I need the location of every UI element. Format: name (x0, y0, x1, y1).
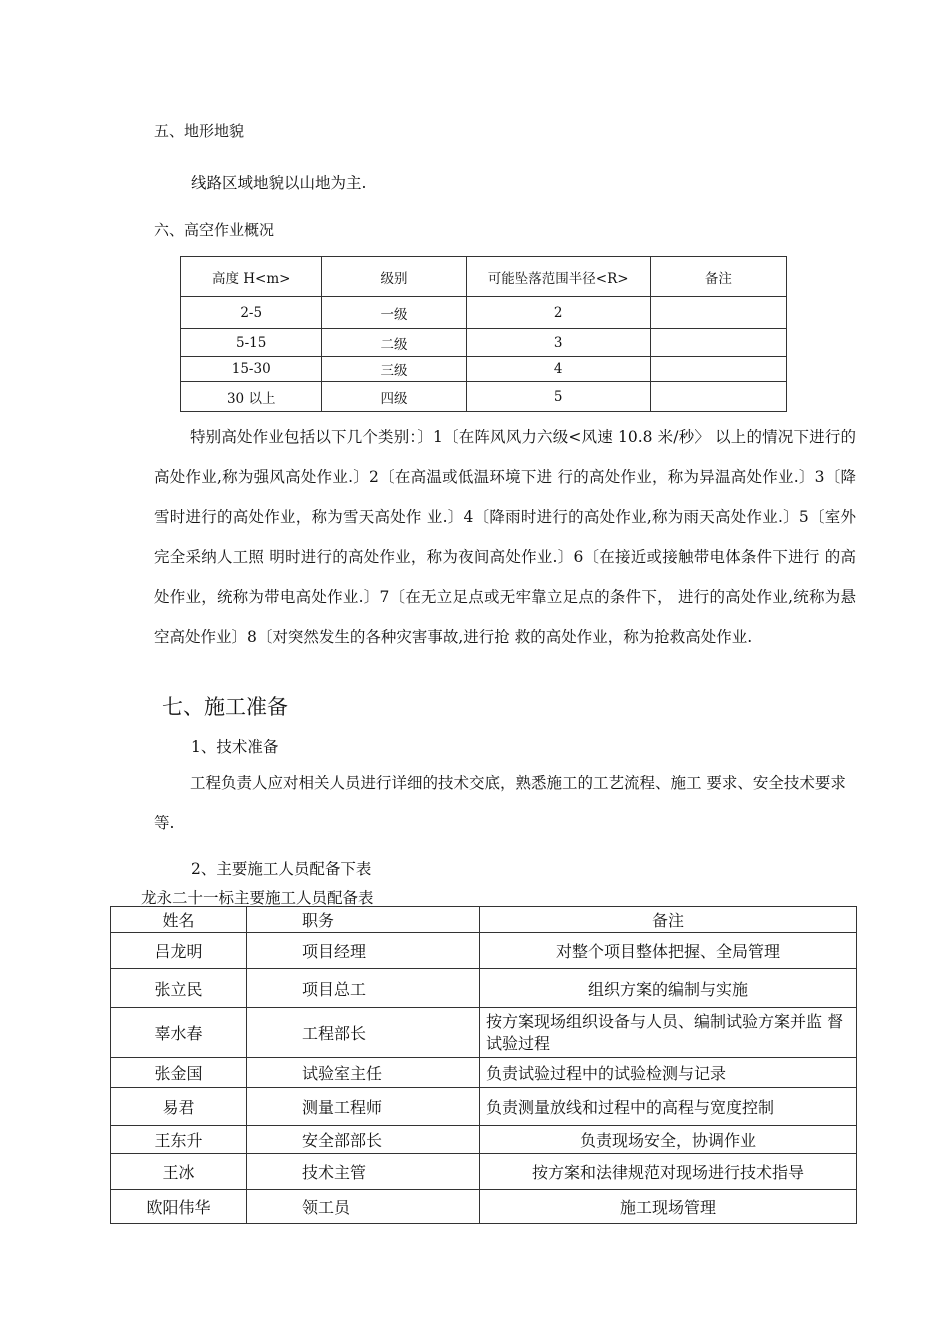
table-row (111, 1058, 857, 1088)
cell (650, 382, 786, 412)
section7-heading: 七、施工准备 (162, 695, 288, 719)
header-radius: 可能坠落范围半径<R> (466, 257, 650, 297)
staff-position: 试验室主任 (247, 1058, 480, 1088)
staff-position: 测量工程师 (247, 1088, 480, 1126)
cell: 三级 (322, 357, 466, 382)
staff-position: 项目经理 (247, 933, 480, 969)
staff-remark: 负责试验过程中的试验检测与记录 (480, 1058, 857, 1088)
header-height: 高度 H<m> (181, 257, 322, 297)
cell: 5 (466, 382, 650, 412)
cell: 一级 (322, 297, 466, 329)
table-row (111, 1190, 857, 1224)
cell: 15-30 (181, 357, 322, 382)
cell (650, 329, 786, 357)
cell: 2 (466, 297, 650, 329)
tech-prep-heading: 1、技术准备 (191, 738, 279, 756)
height-work-table (180, 256, 787, 412)
staff-table (110, 906, 857, 1224)
cell: 二级 (322, 329, 466, 357)
staff-remark: 负责测量放线和过程中的高程与宽度控制 (480, 1088, 857, 1126)
table-row (111, 969, 857, 1008)
staff-position: 技术主管 (247, 1154, 480, 1190)
table-row (111, 933, 857, 969)
section5-heading: 五、地形地貌 (154, 122, 245, 140)
header-remark: 备注 (480, 907, 857, 933)
header-level: 级别 (322, 257, 466, 297)
staff-remark: 对整个项目整体把握、全局管理 (480, 933, 857, 969)
table-row (111, 1008, 857, 1058)
special-high-work-paragraph: 特别高处作业包括以下几个类别：〕1〔在阵风风力六级<风速 10.8 米/秒〉 以上的情况下进行的高处作业,称为强风高处作业.〕2〔在高温或低温环境下进 行的高处作业，称为异温高处作业.〕3〔降雪时进行的高处作业，称为雪天高处作 业.〕4〔降雨时进行的高处作业,称为雨天高处作业.〕5〔室外完全采纳人工照 明时进行的高处作业，称为夜间高处作业.〕6〔在接近或接触带电体条件下进行 的高处作业，统称为带电高处作业.〕7〔在无立足点或无牢靠立足点的条件下， 进行的高处作业,统称为悬空高处作业〕8〔对突然发生的各种灾害事故,进行抢 救的高处作业，称为抢救高处作业. (154, 428, 856, 646)
cell (650, 357, 786, 382)
table-row (181, 329, 787, 357)
staff-position: 项目总工 (247, 969, 480, 1008)
table-row (181, 297, 787, 329)
staff-remark: 施工现场管理 (480, 1190, 857, 1224)
header-note: 备注 (650, 257, 786, 297)
staff-remark: 按方案和法律规范对现场进行技术指导 (480, 1154, 857, 1190)
table-row (111, 1088, 857, 1126)
cell: 5-15 (181, 329, 322, 357)
header-position: 职务 (247, 907, 480, 933)
cell: 四级 (322, 382, 466, 412)
staff-name: 吕龙明 (111, 933, 247, 969)
staff-table-caption: 龙永二十一标主要施工人员配备表 (141, 889, 374, 907)
cell (650, 297, 786, 329)
table-row (181, 357, 787, 382)
staff-remark: 组织方案的编制与实施 (480, 969, 857, 1008)
table-row (111, 1154, 857, 1190)
staff-name: 欧阳伟华 (111, 1190, 247, 1224)
section5-text: 线路区域地貌以山地为主. (191, 174, 367, 192)
staff-remark: 负责现场安全，协调作业 (480, 1126, 857, 1154)
staff-name: 易君 (111, 1088, 247, 1126)
staff-header-row (111, 907, 857, 933)
header-name: 姓名 (111, 907, 247, 933)
staff-name: 张立民 (111, 969, 247, 1008)
cell: 3 (466, 329, 650, 357)
cell: 4 (466, 357, 650, 382)
staff-position: 领工员 (247, 1190, 480, 1224)
table-row (111, 1126, 857, 1154)
staff-heading: 2、主要施工人员配备下表 (191, 860, 372, 878)
staff-name: 王冰 (111, 1154, 247, 1190)
staff-remark: 按方案现场组织设备与人员、编制试验方案并监 督试验过程 (480, 1008, 857, 1058)
cell: 30 以上 (181, 382, 322, 412)
tech-prep-text: 工程负责人应对相关人员进行详细的技术交底，熟悉施工的工艺流程、施工 要求、安全技术要求等. (154, 774, 846, 832)
staff-position: 安全部部长 (247, 1126, 480, 1154)
cell: 2-5 (181, 297, 322, 329)
staff-position: 工程部长 (247, 1008, 480, 1058)
staff-name: 王东升 (111, 1126, 247, 1154)
section6-heading: 六、高空作业概况 (154, 221, 275, 239)
staff-name: 张金国 (111, 1058, 247, 1088)
staff-name: 辜水春 (111, 1008, 247, 1058)
table-row (181, 382, 787, 412)
table-header-row (181, 257, 787, 297)
